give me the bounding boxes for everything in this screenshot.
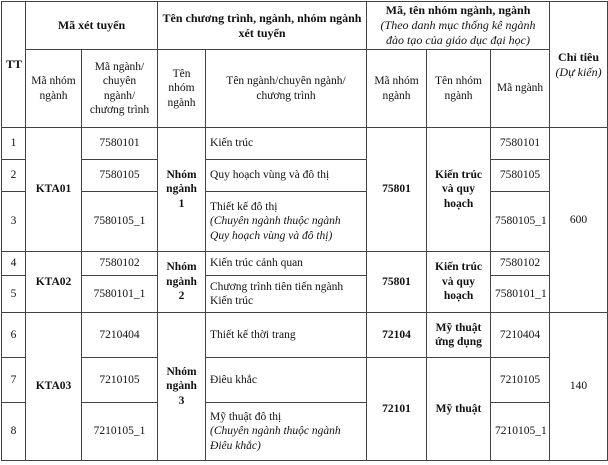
program-name-cell xyxy=(206,403,367,461)
table-row xyxy=(2,192,608,252)
row-tt: 1 xyxy=(2,128,26,160)
program-code: 7210105_1 xyxy=(82,403,158,461)
major-code: 7210105 xyxy=(491,358,550,403)
header-ma-nganh-chuyen-nganh: Mã ngành/ chuyên ngành/ chương trình xyxy=(82,50,158,128)
program-name: Mỹ thuật đô thị xyxy=(210,410,282,423)
program-code: 7580105 xyxy=(82,160,158,192)
major-code: 7580105_1 xyxy=(491,192,550,252)
header-ma-nganh: Mã ngành xyxy=(491,50,550,128)
stat-group-name: Kiến trúc và quy hoạch xyxy=(427,128,491,252)
group-name: Nhóm ngành 1 xyxy=(158,128,206,252)
program-code: 7580101_1 xyxy=(82,276,158,313)
header-ma-nhom-nganh-stat: Mã nhóm ngành xyxy=(367,50,427,128)
major-code: 7580102 xyxy=(491,252,550,276)
admission-quota-table xyxy=(1,1,608,461)
header-ma-ten-nhom-title: Mã, tên nhóm ngành, ngành xyxy=(385,3,531,17)
group-name: Nhóm ngành 3 xyxy=(158,313,206,461)
stat-group-name: Mỹ thuật ứng dụng xyxy=(427,313,491,358)
program-code: 7580102 xyxy=(82,252,158,276)
stat-group-code: 72104 xyxy=(367,313,427,358)
table-row xyxy=(2,276,608,313)
row-tt: 7 xyxy=(2,358,26,403)
header-ten-nhom-nganh: Tên nhóm ngành xyxy=(158,50,206,128)
row-tt: 3 xyxy=(2,192,26,252)
table-row xyxy=(2,252,608,276)
program-code: 7580101 xyxy=(82,128,158,160)
quota: 600 xyxy=(550,128,608,313)
header-ten-chuong-trinh: Tên chương trình, ngành, nhóm ngành xét tuyển xyxy=(158,2,367,50)
major-code: 7580105 xyxy=(491,160,550,192)
row-tt: 5 xyxy=(2,276,26,313)
program-name: Quy hoạch vùng và đô thị xyxy=(206,160,367,192)
table-row xyxy=(2,128,608,160)
header-chi-tieu xyxy=(550,2,608,128)
stat-group-name: Kiến trúc và quy hoạch xyxy=(427,252,491,313)
row-tt: 2 xyxy=(2,160,26,192)
program-name: Kiến trúc xyxy=(206,128,367,160)
program-name: Chương trình tiên tiến ngành Kiến trúc xyxy=(206,276,367,313)
header-ma-ten-nhom xyxy=(367,2,550,50)
group-code: KTA02 xyxy=(26,252,82,313)
program-name: Thiết kế thời trang xyxy=(206,313,367,358)
header-tt: TT xyxy=(2,2,26,128)
program-name-cell xyxy=(206,192,367,252)
stat-group-code: 72101 xyxy=(367,358,427,461)
header-du-kien: (Dự kiến) xyxy=(555,64,602,79)
program-code: 7580105_1 xyxy=(82,192,158,252)
header-ma-xet-tuyen: Mã xét tuyển xyxy=(26,2,158,50)
major-code: 7580101 xyxy=(491,128,550,160)
header-ten-nganh-chuyen-nganh: Tên ngành/chuyên ngành/ chương trình xyxy=(206,50,367,128)
group-name: Nhóm ngành 2 xyxy=(158,252,206,313)
table-row xyxy=(2,160,608,192)
header-ten-nhom-nganh-stat: Tên nhóm ngành xyxy=(427,50,491,128)
header-ma-ten-nhom-note: (Theo danh mục thống kê ngành đào tạo của giáo dục đại học) xyxy=(380,18,536,47)
major-code: 7210404 xyxy=(491,313,550,358)
program-name: Điêu khắc xyxy=(206,358,367,403)
group-code: KTA01 xyxy=(26,128,82,252)
major-code: 7580101_1 xyxy=(491,276,550,313)
program-note: (Chuyên ngành thuộc ngành Quy hoạch vùng và đô thị) xyxy=(210,215,341,242)
program-name: Thiết kế đô thị xyxy=(210,200,278,213)
program-code: 7210404 xyxy=(82,313,158,358)
stat-group-name: Mỹ thuật xyxy=(427,358,491,461)
table-row xyxy=(2,403,608,461)
table-row xyxy=(2,358,608,403)
program-note: (Chuyên ngành thuộc ngành Điêu khắc) xyxy=(210,425,341,452)
program-name: Kiến trúc cảnh quan xyxy=(206,252,367,276)
major-code: 7210105_1 xyxy=(491,403,550,461)
stat-group-code: 75801 xyxy=(367,252,427,313)
stat-group-code: 75801 xyxy=(367,128,427,252)
quota: 140 xyxy=(550,313,608,461)
group-code: KTA03 xyxy=(26,313,82,461)
row-tt: 6 xyxy=(2,313,26,358)
table-row xyxy=(2,313,608,358)
header-chi-tieu-title: Chỉ tiêu xyxy=(558,49,600,64)
header-ma-nhom-nganh: Mã nhóm ngành xyxy=(26,50,82,128)
program-code: 7210105 xyxy=(82,358,158,403)
row-tt: 8 xyxy=(2,403,26,461)
row-tt: 4 xyxy=(2,252,26,276)
